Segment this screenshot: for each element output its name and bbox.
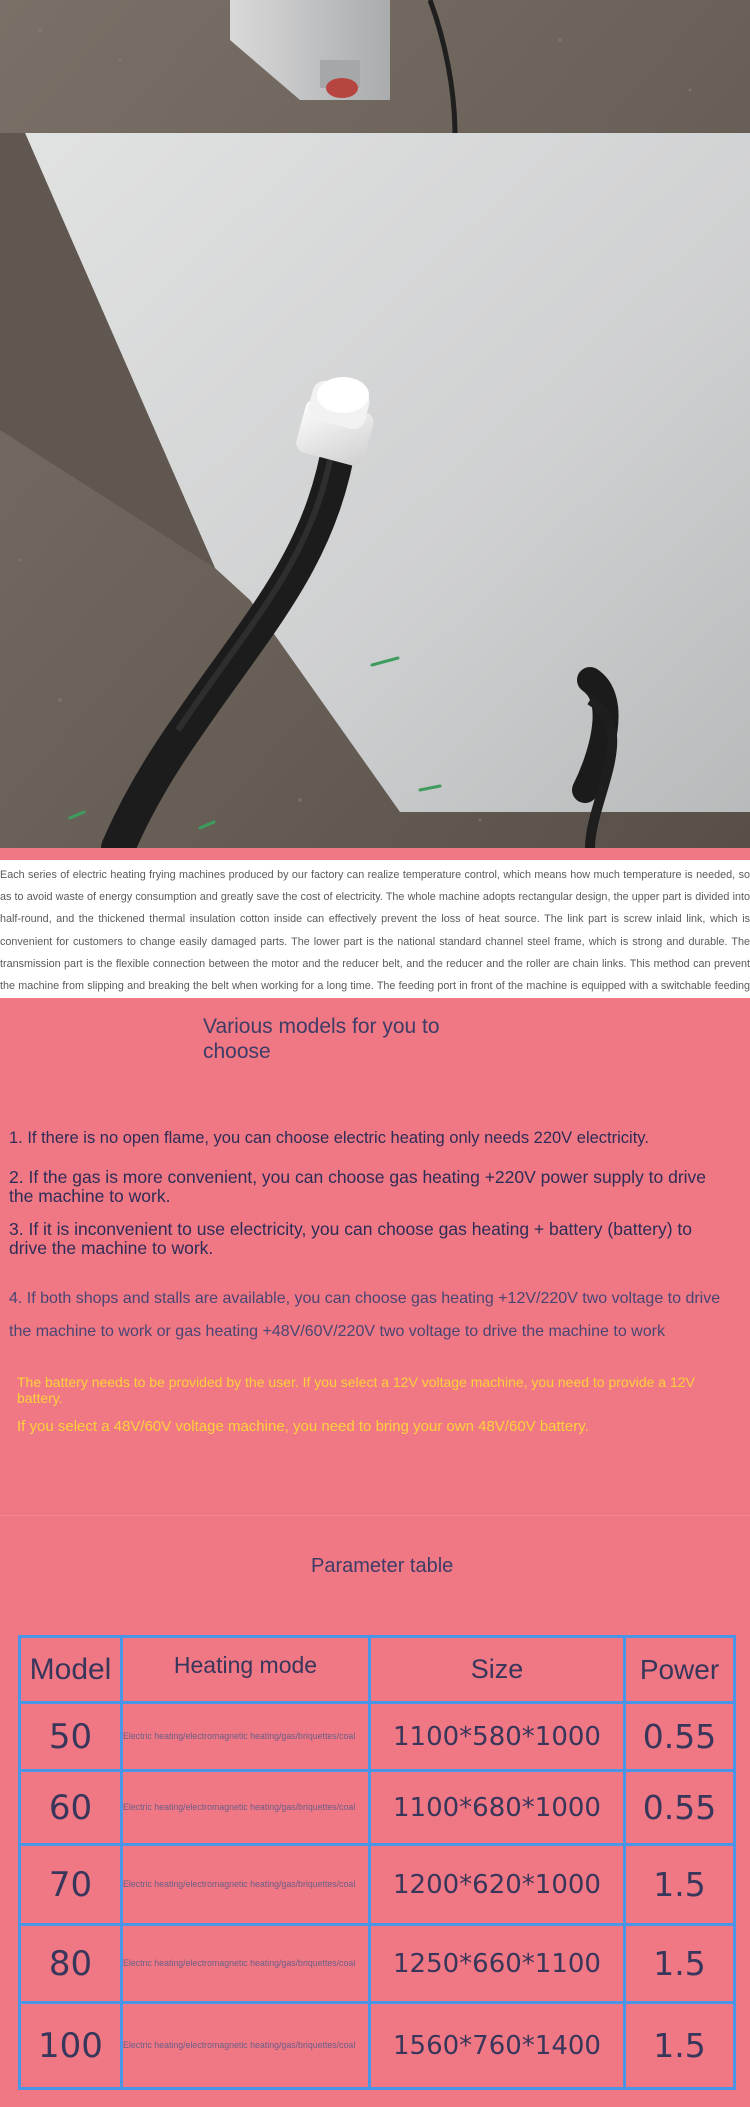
heating-mode-cell: Electric heating/electromagnetic heating/gas/briquettes/coal bbox=[122, 2003, 370, 2089]
list-item: 4. If both shops and stalls are available, you can choose gas heating +12V/220V two voltage to drive the machine to work or gas heating +48V/60V/220V two voltage to drive the machine to work bbox=[9, 1290, 721, 1340]
table-row bbox=[20, 1703, 735, 1771]
power-cell: 0.55 bbox=[625, 1703, 735, 1771]
table-row bbox=[20, 1845, 735, 1925]
power-cell: 0.55 bbox=[625, 1771, 735, 1845]
list-item: 1. If there is no open flame, you can choose electric heating only needs 220V electricity. bbox=[9, 1129, 649, 1147]
list-item: 3. If it is inconvenient to use electricity, you can choose gas heating + battery (battery) to drive the machine to work. bbox=[9, 1219, 693, 1258]
table-row bbox=[20, 1771, 735, 1845]
table-row bbox=[20, 2003, 735, 2089]
table-row bbox=[20, 1925, 735, 2003]
models-section bbox=[0, 998, 750, 2107]
power-cell: 1.5 bbox=[625, 1925, 735, 2003]
size-cell: 1560*760*1400 bbox=[370, 2003, 625, 2089]
model-cell: 80 bbox=[20, 1925, 122, 2003]
heating-mode-cell: Electric heating/electromagnetic heating/gas/briquettes/coal bbox=[122, 1845, 370, 1925]
heating-mode-cell: Electric heating/electromagnetic heating/gas/briquettes/coal bbox=[122, 1771, 370, 1845]
model-cell: 100 bbox=[20, 2003, 122, 2089]
product-description bbox=[0, 860, 750, 998]
column-header: Heating mode bbox=[122, 1637, 370, 1703]
model-cell: 70 bbox=[20, 1845, 122, 1925]
column-header: Power bbox=[625, 1637, 735, 1703]
size-cell: 1100*580*1000 bbox=[370, 1703, 625, 1771]
size-cell: 1250*660*1100 bbox=[370, 1925, 625, 2003]
parameter-table-title: Parameter table bbox=[311, 1555, 454, 1577]
size-cell: 1200*620*1000 bbox=[370, 1845, 625, 1925]
column-header: Model bbox=[20, 1637, 122, 1703]
parameter-table bbox=[18, 1635, 733, 2087]
power-cell: 1.5 bbox=[625, 1845, 735, 1925]
section-divider bbox=[0, 1515, 750, 1516]
product-photo bbox=[0, 0, 750, 848]
battery-note: The battery needs to be provided by the user. If you select a 12V voltage machine, you need to provide a 12V battery. bbox=[17, 1374, 695, 1406]
description-text: Each series of electric heating frying machines produced by our factory can realize temperature control, which means how much temperature is needed, so as to avoid waste of energy consumption and greatly save the cost of electricity. The whole machine adopts rectangular design, the upper part is divided into half-round, and the thickened thermal insulation cotton inside can effectively prevent the loss of heat source. The link part is screw inlaid link, which is convenient for customers to change easily damaged parts. The lower part is the national standard channel steel frame, which is strong and durable. The transmission part is the flexible connection between the motor and the reducer belt, and the reducer and the roller are chain links. This method can prevent the machine from slipping and breaking the belt when working for a long time. The feeding port in front of the machine is equipped with a switchable feeding bbox=[0, 869, 750, 993]
heating-mode-cell: Electric heating/electromagnetic heating/gas/briquettes/coal bbox=[122, 1703, 370, 1771]
size-cell: 1100*680*1000 bbox=[370, 1771, 625, 1845]
power-cell: 1.5 bbox=[625, 2003, 735, 2089]
list-item: 2. If the gas is more convenient, you can choose gas heating +220V power supply to drive the machine to work. bbox=[9, 1167, 707, 1206]
battery-notes bbox=[17, 1374, 732, 1436]
battery-note: If you select a 48V/60V voltage machine, you need to bring your own 48V/60V battery. bbox=[17, 1418, 589, 1435]
heating-mode-cell: Electric heating/electromagnetic heating/gas/briquettes/coal bbox=[122, 1925, 370, 2003]
models-title: Various models for you to choose bbox=[203, 1015, 440, 1063]
table-header-row bbox=[20, 1637, 735, 1703]
column-header: Size bbox=[370, 1637, 625, 1703]
product-photo-image bbox=[0, 0, 750, 848]
model-cell: 60 bbox=[20, 1771, 122, 1845]
model-cell: 50 bbox=[20, 1703, 122, 1771]
